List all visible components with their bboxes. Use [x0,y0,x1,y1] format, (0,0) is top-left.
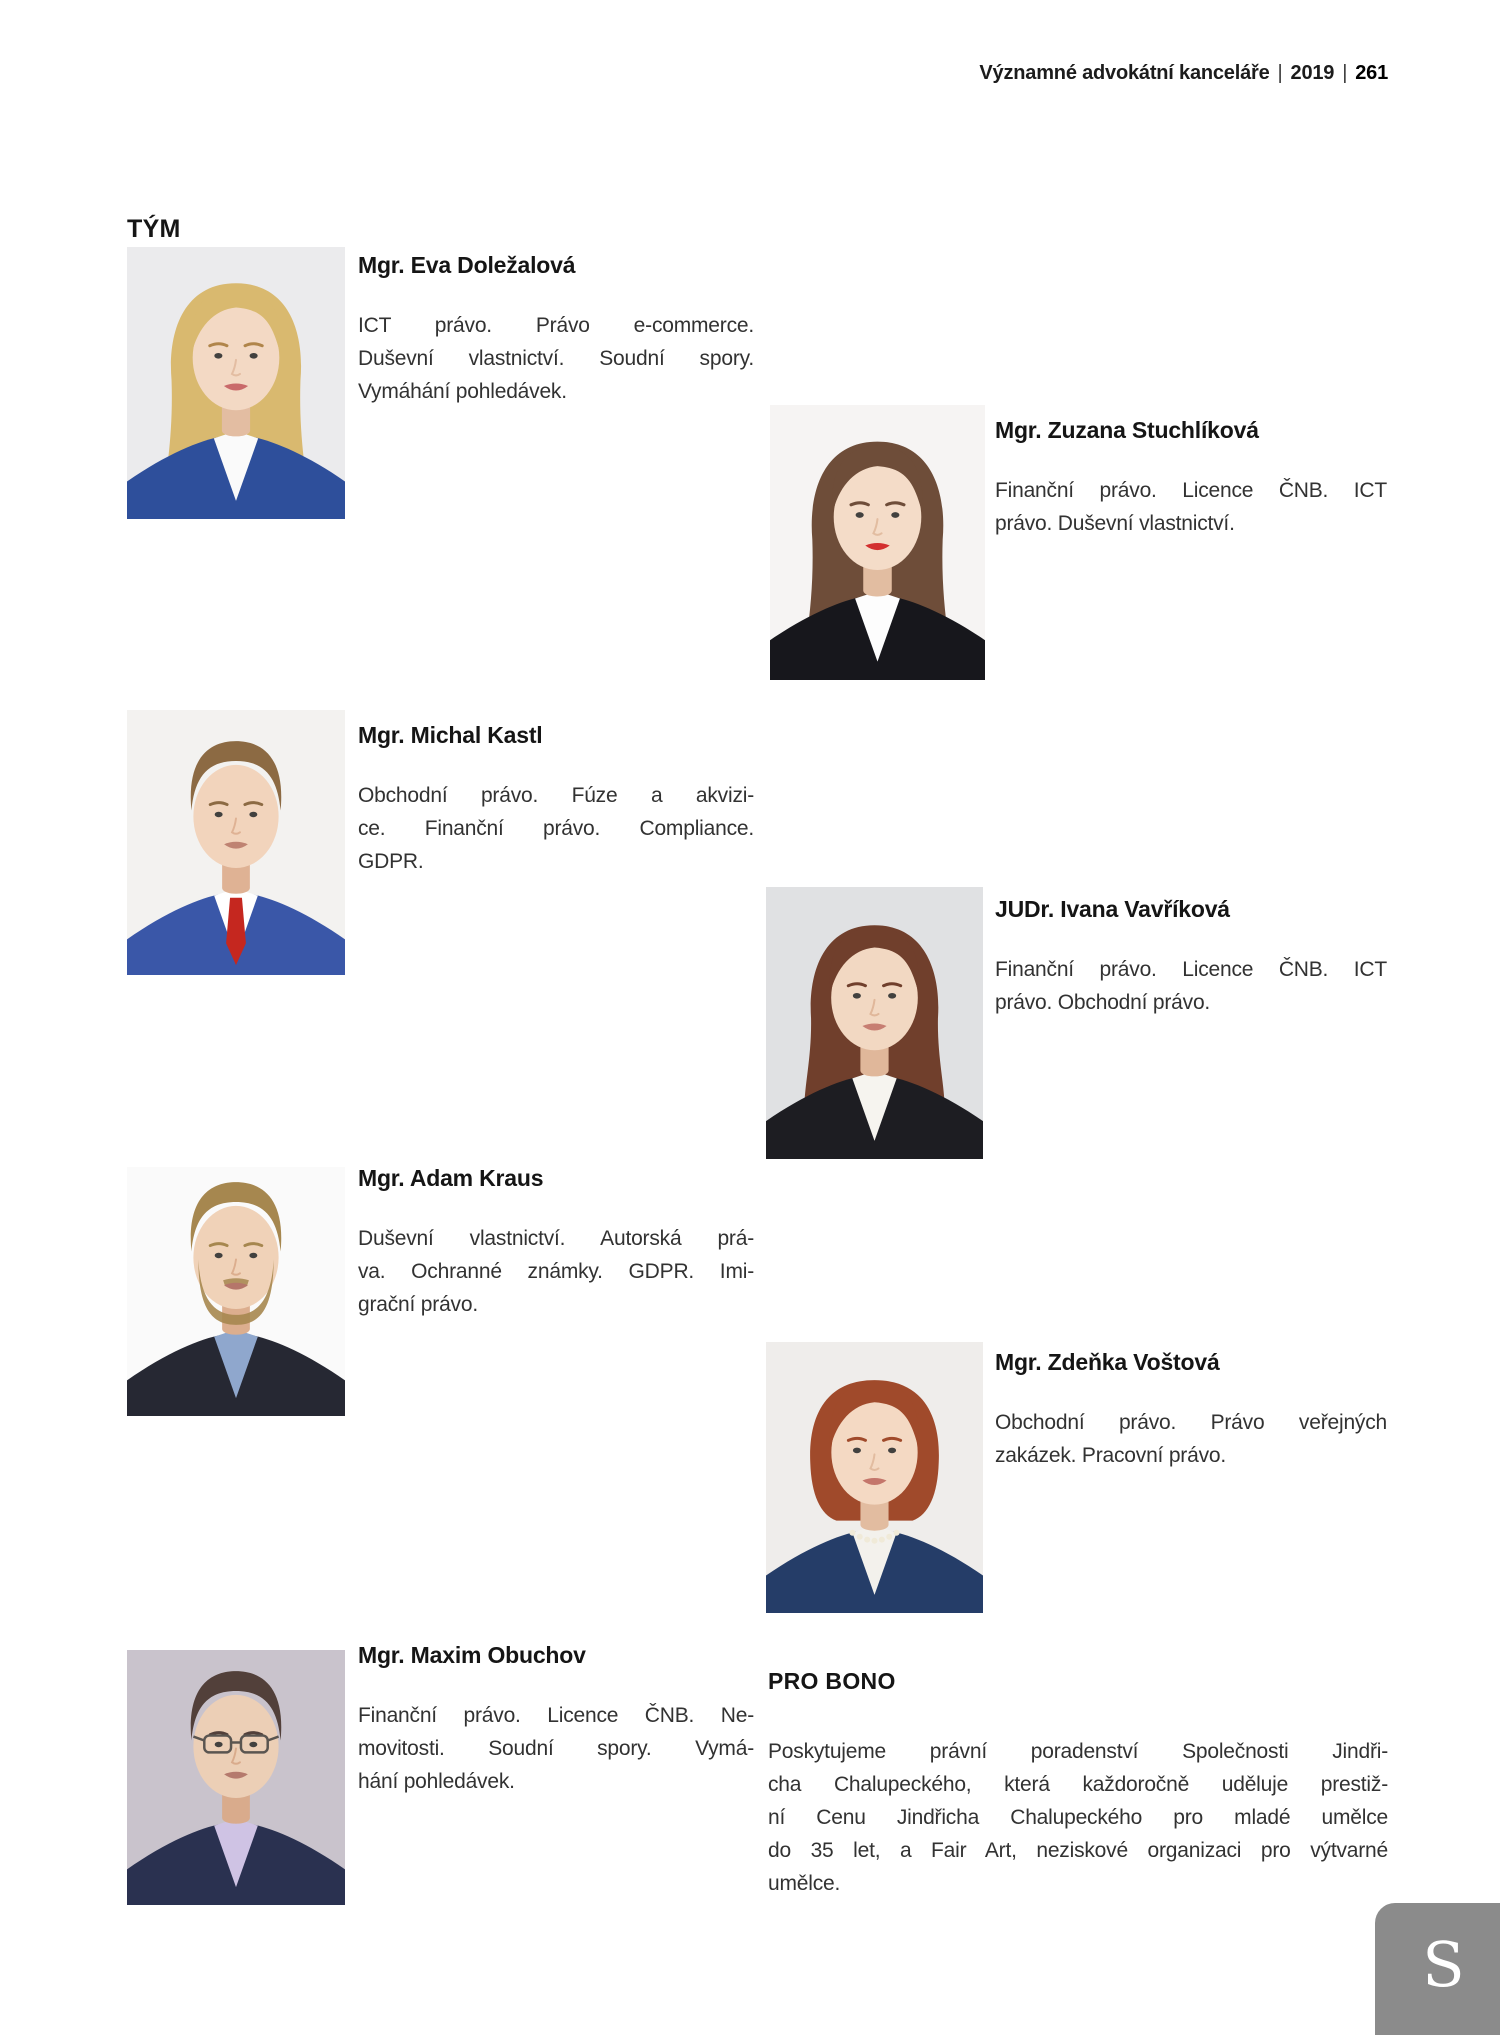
member-specialties: Finanční právo. Licence ČNB. ICT právo. Obchodní právo. [995,958,1387,1014]
member-portrait-photo [766,1342,983,1613]
publication-title: Významné advokátní kanceláře [979,62,1270,84]
member-portrait-photo [127,710,345,975]
member-specialties: Finanční právo. Licence ČNB. Ne- movitosti. Soudní spory. Vymá- hání pohledávek. [358,1704,754,1793]
member-portrait-photo [127,247,345,519]
member-specialties: ICT právo. Právo e-commerce. Duševní vlastnictví. Soudní spory. Vymáhání pohledávek. [358,314,754,403]
header-separator: | [1342,62,1348,84]
team-member [127,710,754,975]
team-member [127,1642,754,1905]
section-title-tym: TÝM [127,214,181,243]
team-member [127,1167,754,1416]
member-name: JUDr. Ivana Vavříková [995,896,1230,922]
member-name: Mgr. Eva Doležalová [358,252,576,278]
member-specialties: Obchodní právo. Právo veřejných zakázek. Pracovní právo. [995,1411,1387,1467]
member-name: Mgr. Adam Kraus [358,1165,544,1191]
team-member [766,887,1387,1159]
member-name: Mgr. Zdeňka Voštová [995,1349,1220,1375]
member-specialties: Finanční právo. Licence ČNB. ICT právo. Duševní vlastnictví. [995,479,1387,535]
team-member [770,405,1387,680]
member-name: Mgr. Maxim Obuchov [358,1642,586,1668]
member-portrait-photo [766,887,983,1159]
index-tab [1375,1903,1500,2035]
pro-bono-heading: PRO BONO [768,1668,896,1694]
member-specialties: Duševní vlastnictví. Autorská prá- va. Ochranné známky. GDPR. Imi- grační právo. [358,1227,754,1316]
page-number: 261 [1355,62,1388,84]
member-name: Mgr. Michal Kastl [358,722,543,748]
pro-bono-section [768,1668,1388,1900]
member-specialties: Obchodní právo. Fúze a akvizi- ce. Finanční právo. Compliance. GDPR. [358,784,754,873]
pro-bono-text: Poskytujeme právní poradenství Společnosti Jindři- cha Chalupeckého, která každoročně uděluje prestiž- ní Cenu Jindřicha Chalupeckého pro mladé umělce do 35 let, a Fair Art, neziskové organizaci pro výtvarné umělce. [768,1740,1388,1895]
header-separator: | [1277,62,1283,84]
page-header [979,62,1388,85]
team-member [127,247,754,519]
member-portrait-photo [770,405,985,680]
index-tab-letter: S [1422,1928,1465,2001]
edition-year: 2019 [1290,62,1335,84]
member-portrait-photo [127,1650,345,1905]
team-member [766,1342,1387,1613]
member-name: Mgr. Zuzana Stuchlíková [995,417,1259,443]
member-portrait-photo [127,1167,345,1416]
